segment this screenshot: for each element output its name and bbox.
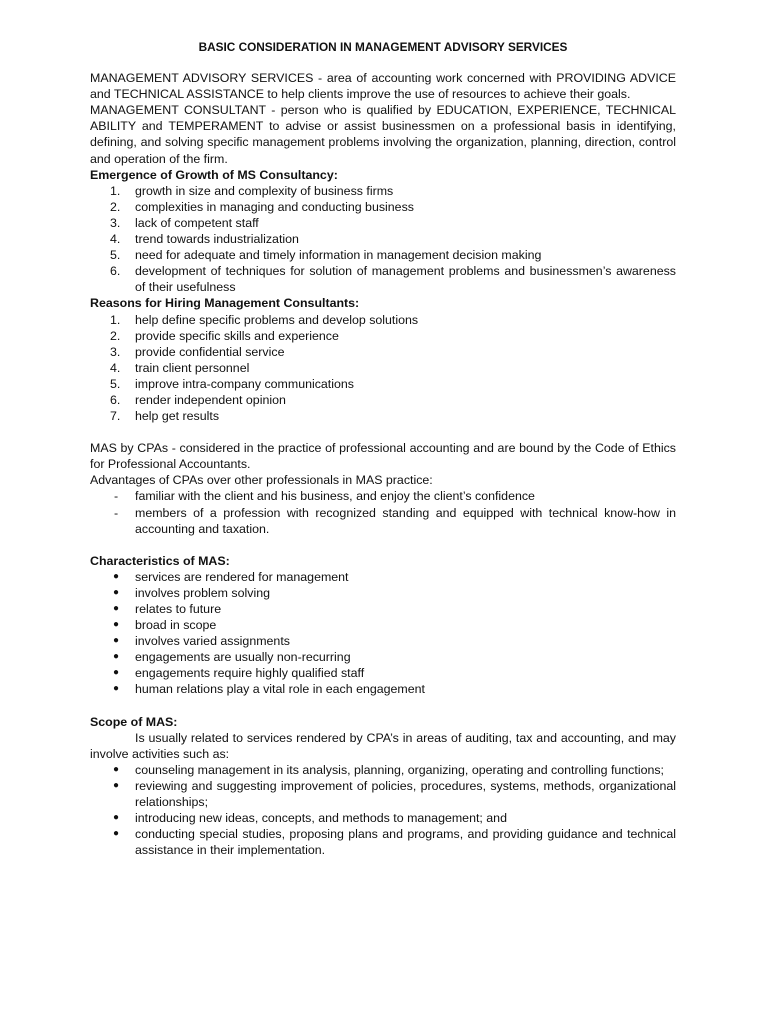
list-item: ● counseling management in its analysis, planning, organizing, operating and controlling functions;: [113, 762, 664, 777]
list-item: ● conducting special studies, proposing plans and programs, and providing guidance and technical assistance in their implementation.: [113, 827, 676, 858]
list-item: 5. improve intra-company communications: [110, 376, 354, 391]
scope-list: [90, 762, 676, 859]
reasons-list: [90, 312, 676, 425]
list-item: - members of a profession with recognized standing and equipped with technical know-how in accounting and taxation.: [114, 505, 676, 536]
list-item: ● engagements are usually non-recurring: [113, 650, 351, 665]
scope-heading: Scope of MAS:: [90, 714, 178, 729]
list-item: ● human relations play a vital role in each engagement: [113, 682, 425, 697]
advantages-heading: Advantages of CPAs over other professionals in MAS practice:: [90, 473, 433, 488]
list-item: 7. help get results: [110, 409, 220, 424]
list-item: 6. development of techniques for solution of management problems and businessmen’s awareness of their usefulness: [110, 264, 676, 295]
document-title: BASIC CONSIDERATION IN MANAGEMENT ADVISORY SERVICES: [198, 40, 568, 54]
reasons-heading: Reasons for Hiring Management Consultants:: [90, 296, 360, 311]
list-item: 6. render independent opinion: [110, 392, 286, 407]
emergence-heading: Emergence of Growth of MS Consultancy:: [90, 167, 338, 182]
definition-consultant: MANAGEMENT CONSULTANT - person who is qualified by EDUCATION, EXPERIENCE, TECHNICAL ABILITY and TEMPERAMENT to advise or assist businessmen on a professional basis in identifying, defining, and solving specific management problems involving the organization, planning, direction, control and operation of the firm.: [90, 103, 676, 166]
list-item: 5. need for adequate and timely information in management decision making: [110, 248, 542, 263]
list-item: ● introducing new ideas, concepts, and methods to management; and: [113, 811, 507, 826]
list-item: 2. provide specific skills and experience: [110, 328, 339, 343]
spacer: [90, 424, 676, 440]
list-item: 3. lack of competent staff: [110, 215, 259, 230]
list-item: - familiar with the client and his business, and enjoy the client’s confidence: [114, 489, 535, 504]
scope-text: Is usually related to services rendered by CPA’s in areas of auditing, tax and accounting, and may involve activities such as:: [90, 730, 676, 761]
list-item: 4. trend towards industrialization: [110, 232, 299, 247]
list-item: ● broad in scope: [113, 618, 217, 633]
list-item: ● engagements require highly qualified staff: [113, 666, 365, 681]
list-item: ● involves varied assignments: [113, 634, 290, 649]
characteristics-heading: Characteristics of MAS:: [90, 553, 230, 568]
definition-mas: MANAGEMENT ADVISORY SERVICES - area of accounting work concerned with PROVIDING ADVICE and TECHNICAL ASSISTANCE to help clients improve the use of resources to achieve their goals.: [90, 71, 676, 102]
list-item: 1. growth in size and complexity of business firms: [110, 183, 394, 198]
list-item: ● services are rendered for management: [113, 569, 349, 584]
list-item: 1. help define specific problems and develop solutions: [110, 312, 419, 327]
spacer: [90, 537, 676, 553]
spacer: [90, 698, 676, 714]
characteristics-list: [90, 569, 676, 698]
list-item: 4. train client personnel: [110, 360, 250, 375]
list-item: ● relates to future: [113, 602, 222, 616]
list-item: 2. complexities in managing and conducting business: [110, 199, 414, 214]
advantages-list: [90, 488, 676, 536]
list-item: ● involves problem solving: [113, 585, 270, 600]
list-item: ● reviewing and suggesting improvement of policies, procedures, systems, methods, organizational relationships;: [113, 778, 676, 810]
mas-by-cpas: MAS by CPAs - considered in the practice of professional accounting and are bound by the Code of Ethics for Professional Accountants.: [90, 441, 676, 472]
list-item: 3. provide confidential service: [110, 344, 285, 359]
emergence-list: [90, 183, 676, 296]
